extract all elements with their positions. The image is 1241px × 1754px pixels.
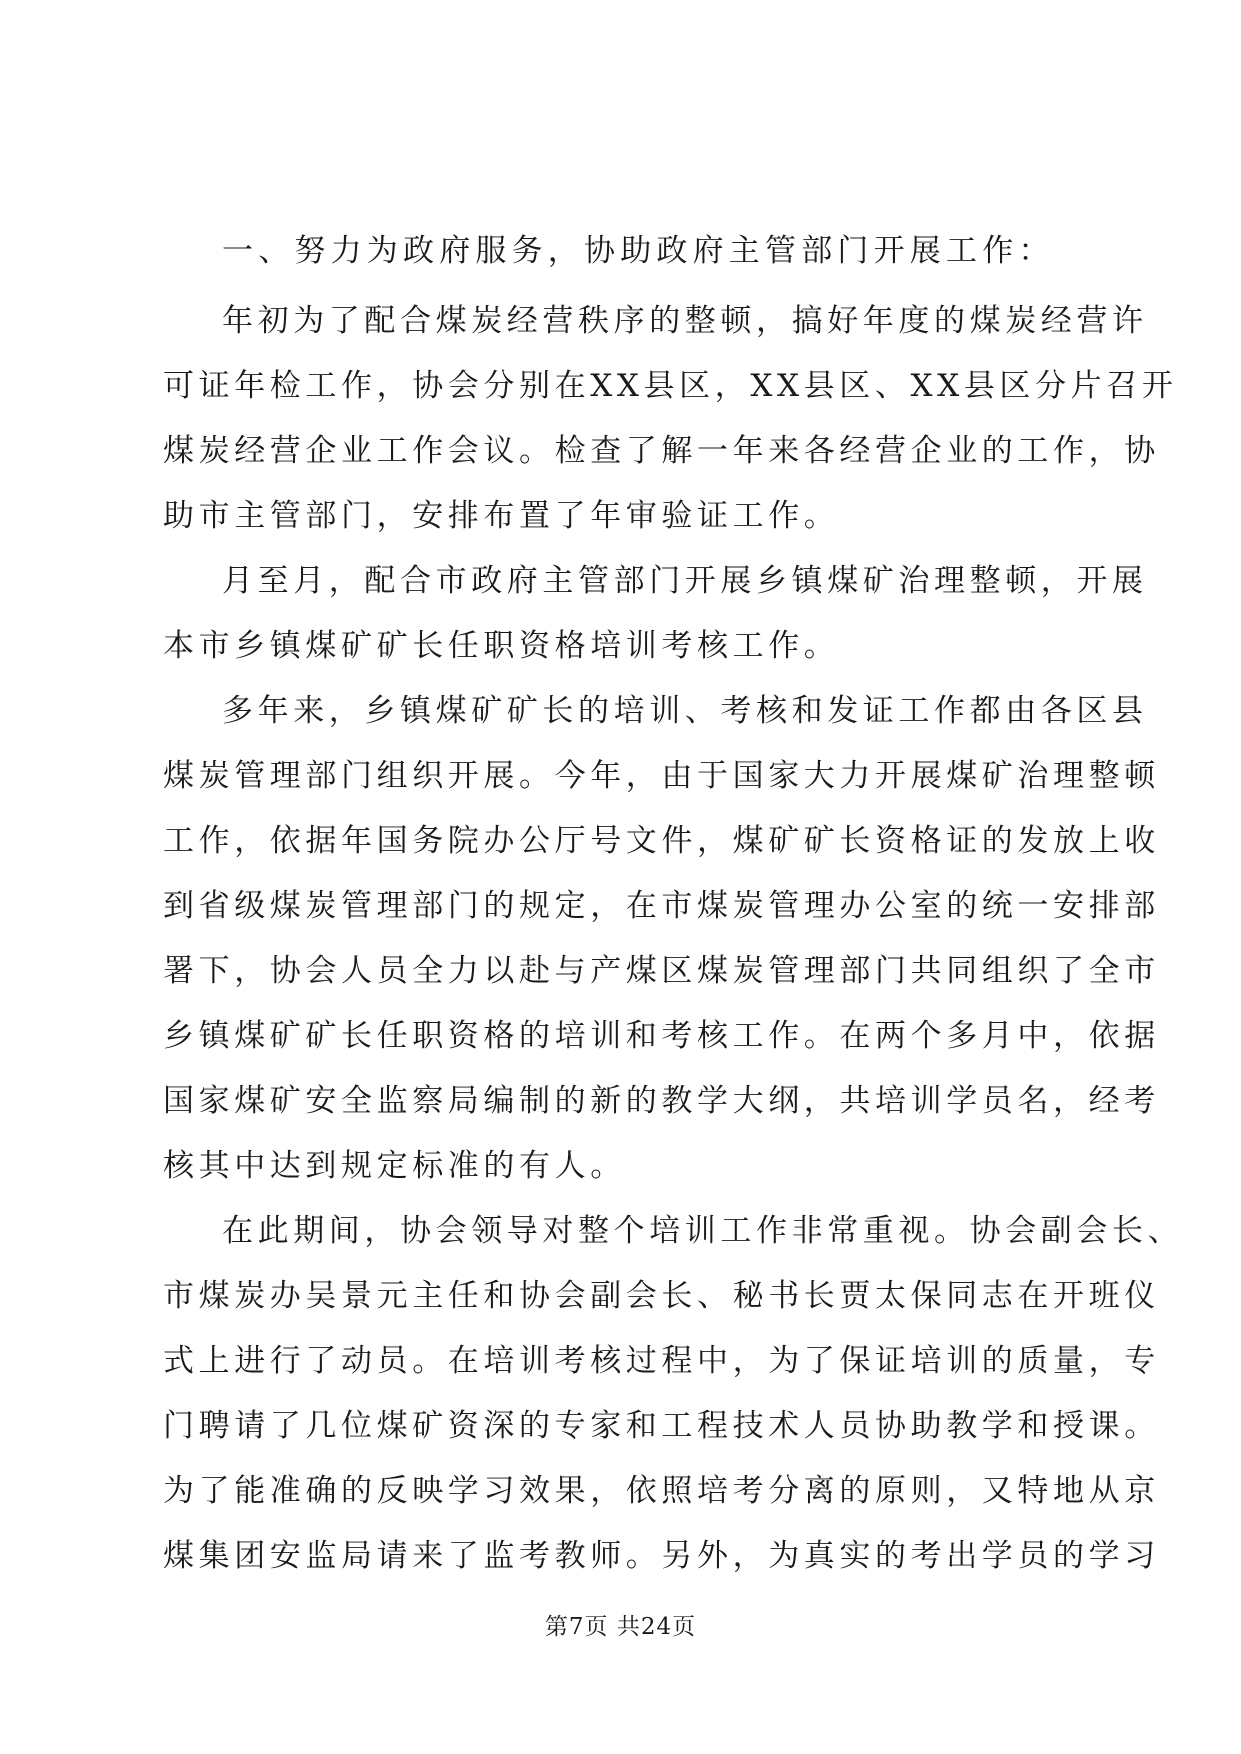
paragraph-line: 可证年检工作，协会分别在XX县区，XX县区、XX县区分片召开 bbox=[163, 368, 1178, 404]
paragraph-line: 市煤炭办吴景元主任和协会副会长、秘书长贾太保同志在开班仪 bbox=[163, 1278, 1160, 1314]
paragraph-line: 工作，依据年国务院办公厅号文件，煤矿矿长资格证的发放上收 bbox=[163, 823, 1160, 859]
paragraph-line: 助市主管部门，安排布置了年审验证工作。 bbox=[163, 498, 840, 534]
paragraph-line: 煤炭经营企业工作会议。检查了解一年来各经营企业的工作，协 bbox=[163, 433, 1160, 469]
paragraph-line: 乡镇煤矿矿长任职资格的培训和考核工作。在两个多月中，依据 bbox=[163, 1018, 1160, 1054]
paragraph-line: 门聘请了几位煤矿资深的专家和工程技术人员协助教学和授课。 bbox=[163, 1408, 1160, 1444]
paragraph-line: 署下，协会人员全力以赴与产煤区煤炭管理部门共同组织了全市 bbox=[163, 953, 1160, 989]
paragraph-line: 在此期间，协会领导对整个培训工作非常重视。协会副会长、 bbox=[222, 1213, 1184, 1249]
page-number-footer: 第7页 共24页 bbox=[544, 1614, 697, 1640]
paragraph-line: 式上进行了动员。在培训考核过程中，为了保证培训的质量，专 bbox=[163, 1343, 1160, 1379]
paragraph-line: 煤炭管理部门组织开展。今年，由于国家大力开展煤矿治理整顿 bbox=[163, 758, 1160, 794]
paragraph-line: 煤集团安监局请来了监考教师。另外，为真实的考出学员的学习 bbox=[163, 1538, 1160, 1574]
paragraph-line: 年初为了配合煤炭经营秩序的整顿，搞好年度的煤炭经营许 bbox=[222, 303, 1148, 339]
paragraph-line: 核其中达到规定标准的有人。 bbox=[163, 1148, 626, 1184]
paragraph-line: 为了能准确的反映学习效果，依照培考分离的原则，又特地从京 bbox=[163, 1473, 1160, 1509]
paragraph-line: 本市乡镇煤矿矿长任职资格培训考核工作。 bbox=[163, 628, 840, 664]
paragraph-line: 多年来，乡镇煤矿矿长的培训、考核和发证工作都由各区县 bbox=[222, 693, 1148, 729]
paragraph-line: 到省级煤炭管理部门的规定，在市煤炭管理办公室的统一安排部 bbox=[163, 888, 1160, 924]
paragraph-line: 国家煤矿安全监察局编制的新的教学大纲，共培训学员名，经考 bbox=[163, 1083, 1160, 1119]
paragraph-line: 月至月，配合市政府主管部门开展乡镇煤矿治理整顿，开展 bbox=[222, 563, 1148, 599]
section-heading: 一、努力为政府服务，协助政府主管部门开展工作： bbox=[222, 233, 1055, 269]
